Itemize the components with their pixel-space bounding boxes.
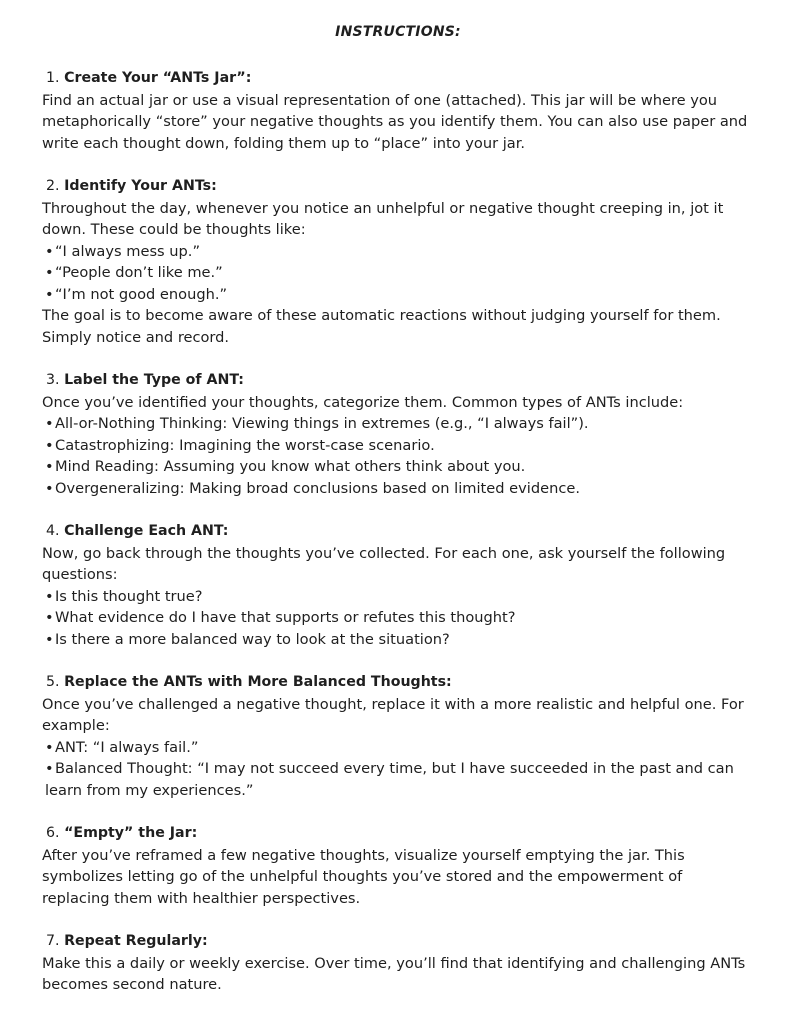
bullet-item: [42, 435, 754, 457]
step-heading-text: Create Your “ANTs Jar”:: [64, 70, 252, 86]
bullet-text: ANT: “I always fail.”: [55, 738, 199, 756]
bullet-dot-icon: •: [45, 415, 54, 432]
step-number: 5.: [46, 674, 60, 690]
bullet-dot-icon: •: [45, 458, 54, 475]
step-number: 2.: [46, 178, 60, 194]
bullet-text: Catastrophizing: Imagining the worst-case scenario.: [55, 436, 435, 454]
step-number: 3.: [46, 372, 60, 388]
bullet-dot-icon: •: [45, 479, 54, 497]
step-heading: [42, 370, 754, 392]
bullet-dot-icon: •: [45, 242, 54, 260]
instruction-step: [42, 931, 754, 996]
bullet-text: What evidence do I have that supports or refutes this thought?: [55, 609, 516, 626]
bullet-text: “I’m not good enough.”: [55, 285, 228, 303]
bullet-item: [42, 629, 754, 651]
bullet-item: [42, 586, 754, 608]
bullet-item: [42, 607, 754, 629]
bullet-item: [42, 262, 754, 284]
bullet-text: Mind Reading: Assuming you know what others think about you.: [55, 458, 526, 475]
bullet-item: [42, 737, 754, 759]
step-paragraph: The goal is to become aware of these automatic reactions without judging yourself for them. Simply notice and record.: [42, 307, 721, 346]
bullet-dot-icon: •: [45, 285, 54, 303]
bullet-item: [42, 456, 754, 478]
bullet-dot-icon: •: [45, 264, 54, 281]
step-paragraph: After you’ve reframed a few negative thoughts, visualize yourself emptying the jar. This symbolizes letting go of the unhelpful thoughts you’ve stored and the empowerment of replacing them with healthier perspectives.: [42, 846, 685, 907]
step-heading: [42, 931, 754, 953]
step-paragraph: Find an actual jar or use a visual representation of one (attached). This jar will be where you metaphorically “store” your negative thoughts as you identify them. You can also use paper and write each thought down, folding them up to “place” into your jar.: [42, 91, 748, 152]
bullet-dot-icon: •: [45, 436, 54, 454]
step-number: 6.: [46, 825, 60, 841]
step-heading: [42, 176, 754, 198]
instruction-step: [42, 370, 754, 499]
step-heading-text: Repeat Regularly:: [64, 933, 208, 949]
step-heading: [42, 823, 754, 845]
step-paragraph: Make this a daily or weekly exercise. Over time, you’ll find that identifying and challenging ANTs becomes second nature.: [42, 954, 746, 993]
step-paragraph: Now, go back through the thoughts you’ve collected. For each one, ask yourself the following questions:: [42, 544, 726, 583]
bullet-text: “I always mess up.”: [55, 242, 201, 260]
bullet-dot-icon: •: [45, 738, 54, 756]
bullet-text: “People don’t like me.”: [55, 264, 223, 281]
bullet-item: [42, 758, 754, 801]
step-heading-text: Challenge Each ANT:: [64, 523, 229, 539]
instruction-step: [42, 68, 754, 154]
instruction-step: [42, 823, 754, 909]
instruction-list: [42, 68, 754, 996]
instruction-step: [42, 672, 754, 801]
bullet-item: [42, 284, 754, 306]
bullet-text: Is there a more balanced way to look at the situation?: [55, 630, 450, 648]
step-number: 1.: [46, 70, 60, 86]
step-heading-text: Label the Type of ANT:: [64, 372, 244, 388]
step-heading-text: Replace the ANTs with More Balanced Thoughts:: [64, 674, 452, 690]
bullet-text: All-or-Nothing Thinking: Viewing things in extremes (e.g., “I always fail”).: [55, 415, 589, 432]
bullet-text: Balanced Thought: “I may not succeed every time, but I have succeeded in the past and can learn from my experiences.”: [45, 760, 734, 799]
step-paragraph: Once you’ve challenged a negative thought, replace it with a more realistic and helpful one. For example:: [42, 695, 744, 734]
bullet-dot-icon: •: [45, 609, 54, 626]
bullet-item: [42, 413, 754, 435]
document-page: [42, 22, 754, 1018]
step-number: 7.: [46, 933, 60, 949]
step-paragraph: Once you’ve identified your thoughts, categorize them. Common types of ANTs include:: [42, 393, 684, 411]
step-number: 4.: [46, 523, 60, 539]
step-paragraph: Throughout the day, whenever you notice an unhelpful or negative thought creeping in, jot it down. These could be thoughts like:: [42, 199, 724, 238]
bullet-text: Overgeneralizing: Making broad conclusions based on limited evidence.: [55, 479, 580, 497]
step-heading: [42, 521, 754, 543]
step-heading: [42, 68, 754, 90]
bullet-text: Is this thought true?: [55, 587, 203, 605]
bullet-dot-icon: •: [45, 760, 54, 777]
bullet-dot-icon: •: [45, 587, 54, 605]
page-title: INSTRUCTIONS:: [335, 24, 461, 40]
step-heading: [42, 672, 754, 694]
bullet-item: [42, 241, 754, 263]
instruction-step: [42, 521, 754, 650]
bullet-dot-icon: •: [45, 630, 54, 648]
instruction-step: [42, 176, 754, 348]
bullet-item: [42, 478, 754, 500]
step-heading-text: Identify Your ANTs:: [64, 178, 217, 194]
step-heading-text: “Empty” the Jar:: [64, 825, 198, 841]
